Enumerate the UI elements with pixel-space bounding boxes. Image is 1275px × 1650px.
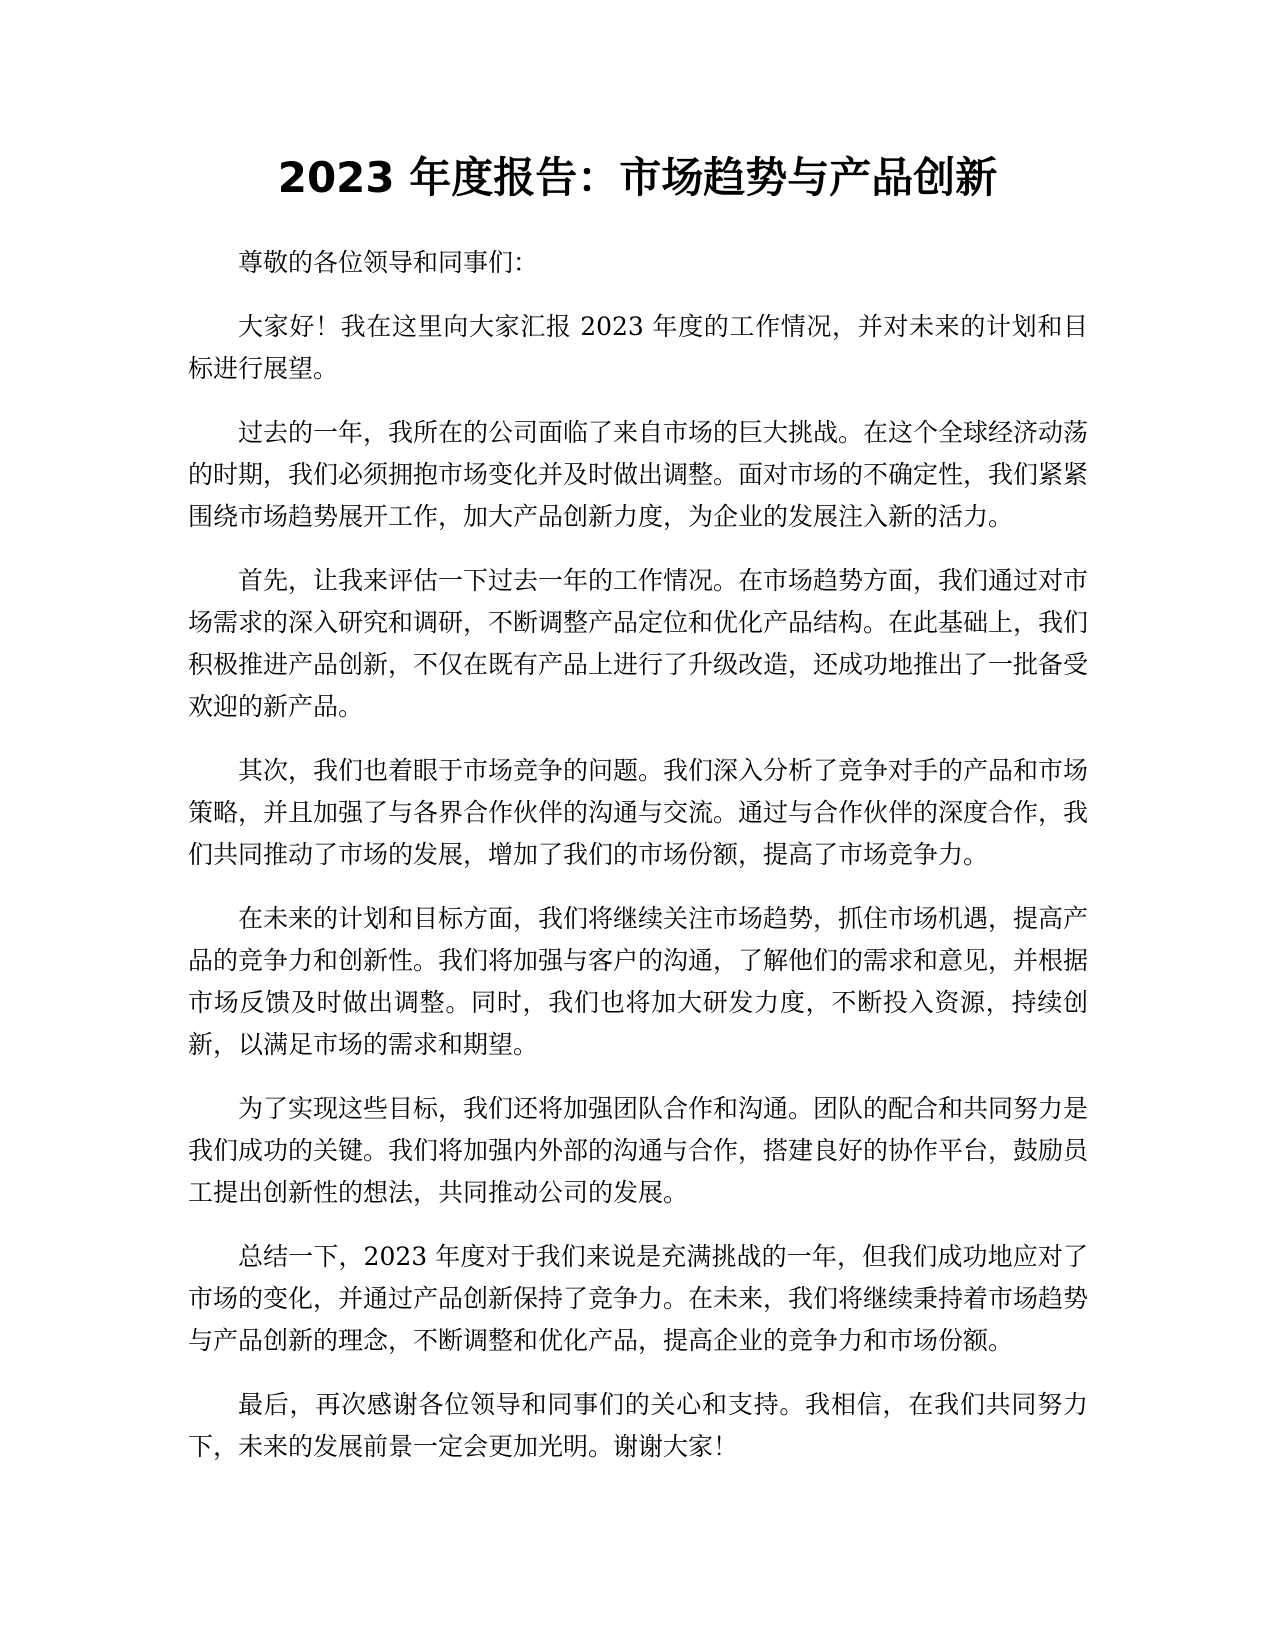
paragraph-closing: 最后，再次感谢各位领导和同事们的关心和支持。我相信，在我们共同努力下，未来的发展前景一定会更加光明。谢谢大家！ bbox=[188, 1390, 1088, 1461]
document-body bbox=[188, 242, 1088, 1490]
paragraph-future-plans: 在未来的计划和目标方面，我们将继续关注市场趋势，抓住市场机遇，提高产品的竞争力和创新性。我们将加强与客户的沟通，了解他们的需求和意见，并根据市场反馈及时做出调整。同时，我们也将加大研发力度，不断投入资源，持续创新，以满足市场的需求和期望。 bbox=[188, 904, 1089, 1059]
paragraph-challenges: 过去的一年，我所在的公司面临了来自市场的巨大挑战。在这个全球经济动荡的时期，我们必须拥抱市场变化并及时做出调整。面对市场的不确定性，我们紧紧围绕市场趋势展开工作，加大产品创新力度，为企业的发展注入新的活力。 bbox=[188, 418, 1089, 531]
paragraph-intro: 大家好！我在这里向大家汇报 2023 年度的工作情况，并对未来的计划和目标进行展望。 bbox=[188, 312, 1088, 383]
paragraph-teamwork: 为了实现这些目标，我们还将加强团队合作和沟通。团队的配合和共同努力是我们成功的关键。我们将加强内外部的沟通与合作，搭建良好的协作平台，鼓励员工提出创新性的想法，共同推动公司的发展。 bbox=[188, 1094, 1089, 1207]
paragraph-review: 首先，让我来评估一下过去一年的工作情况。在市场趋势方面，我们通过对市场需求的深入研究和调研，不断调整产品定位和优化产品结构。在此基础上，我们积极推进产品创新，不仅在既有产品上进行了升级改造，还成功地推出了一批备受欢迎的新产品。 bbox=[188, 566, 1089, 721]
document-title: 2023 年度报告：市场趋势与产品创新 bbox=[277, 153, 998, 202]
paragraph-competition: 其次，我们也着眼于市场竞争的问题。我们深入分析了竞争对手的产品和市场策略，并且加强了与各界合作伙伴的沟通与交流。通过与合作伙伴的深度合作，我们共同推动了市场的发展，增加了我们的市场份额，提高了市场竞争力。 bbox=[188, 756, 1089, 869]
paragraph-summary: 总结一下，2023 年度对于我们来说是充满挑战的一年，但我们成功地应对了市场的变化，并通过产品创新保持了竞争力。在未来，我们将继续秉持着市场趋势与产品创新的理念，不断调整和优化产品，提高企业的竞争力和市场份额。 bbox=[188, 1242, 1089, 1355]
paragraph-greeting: 尊敬的各位领导和同事们： bbox=[238, 248, 539, 277]
